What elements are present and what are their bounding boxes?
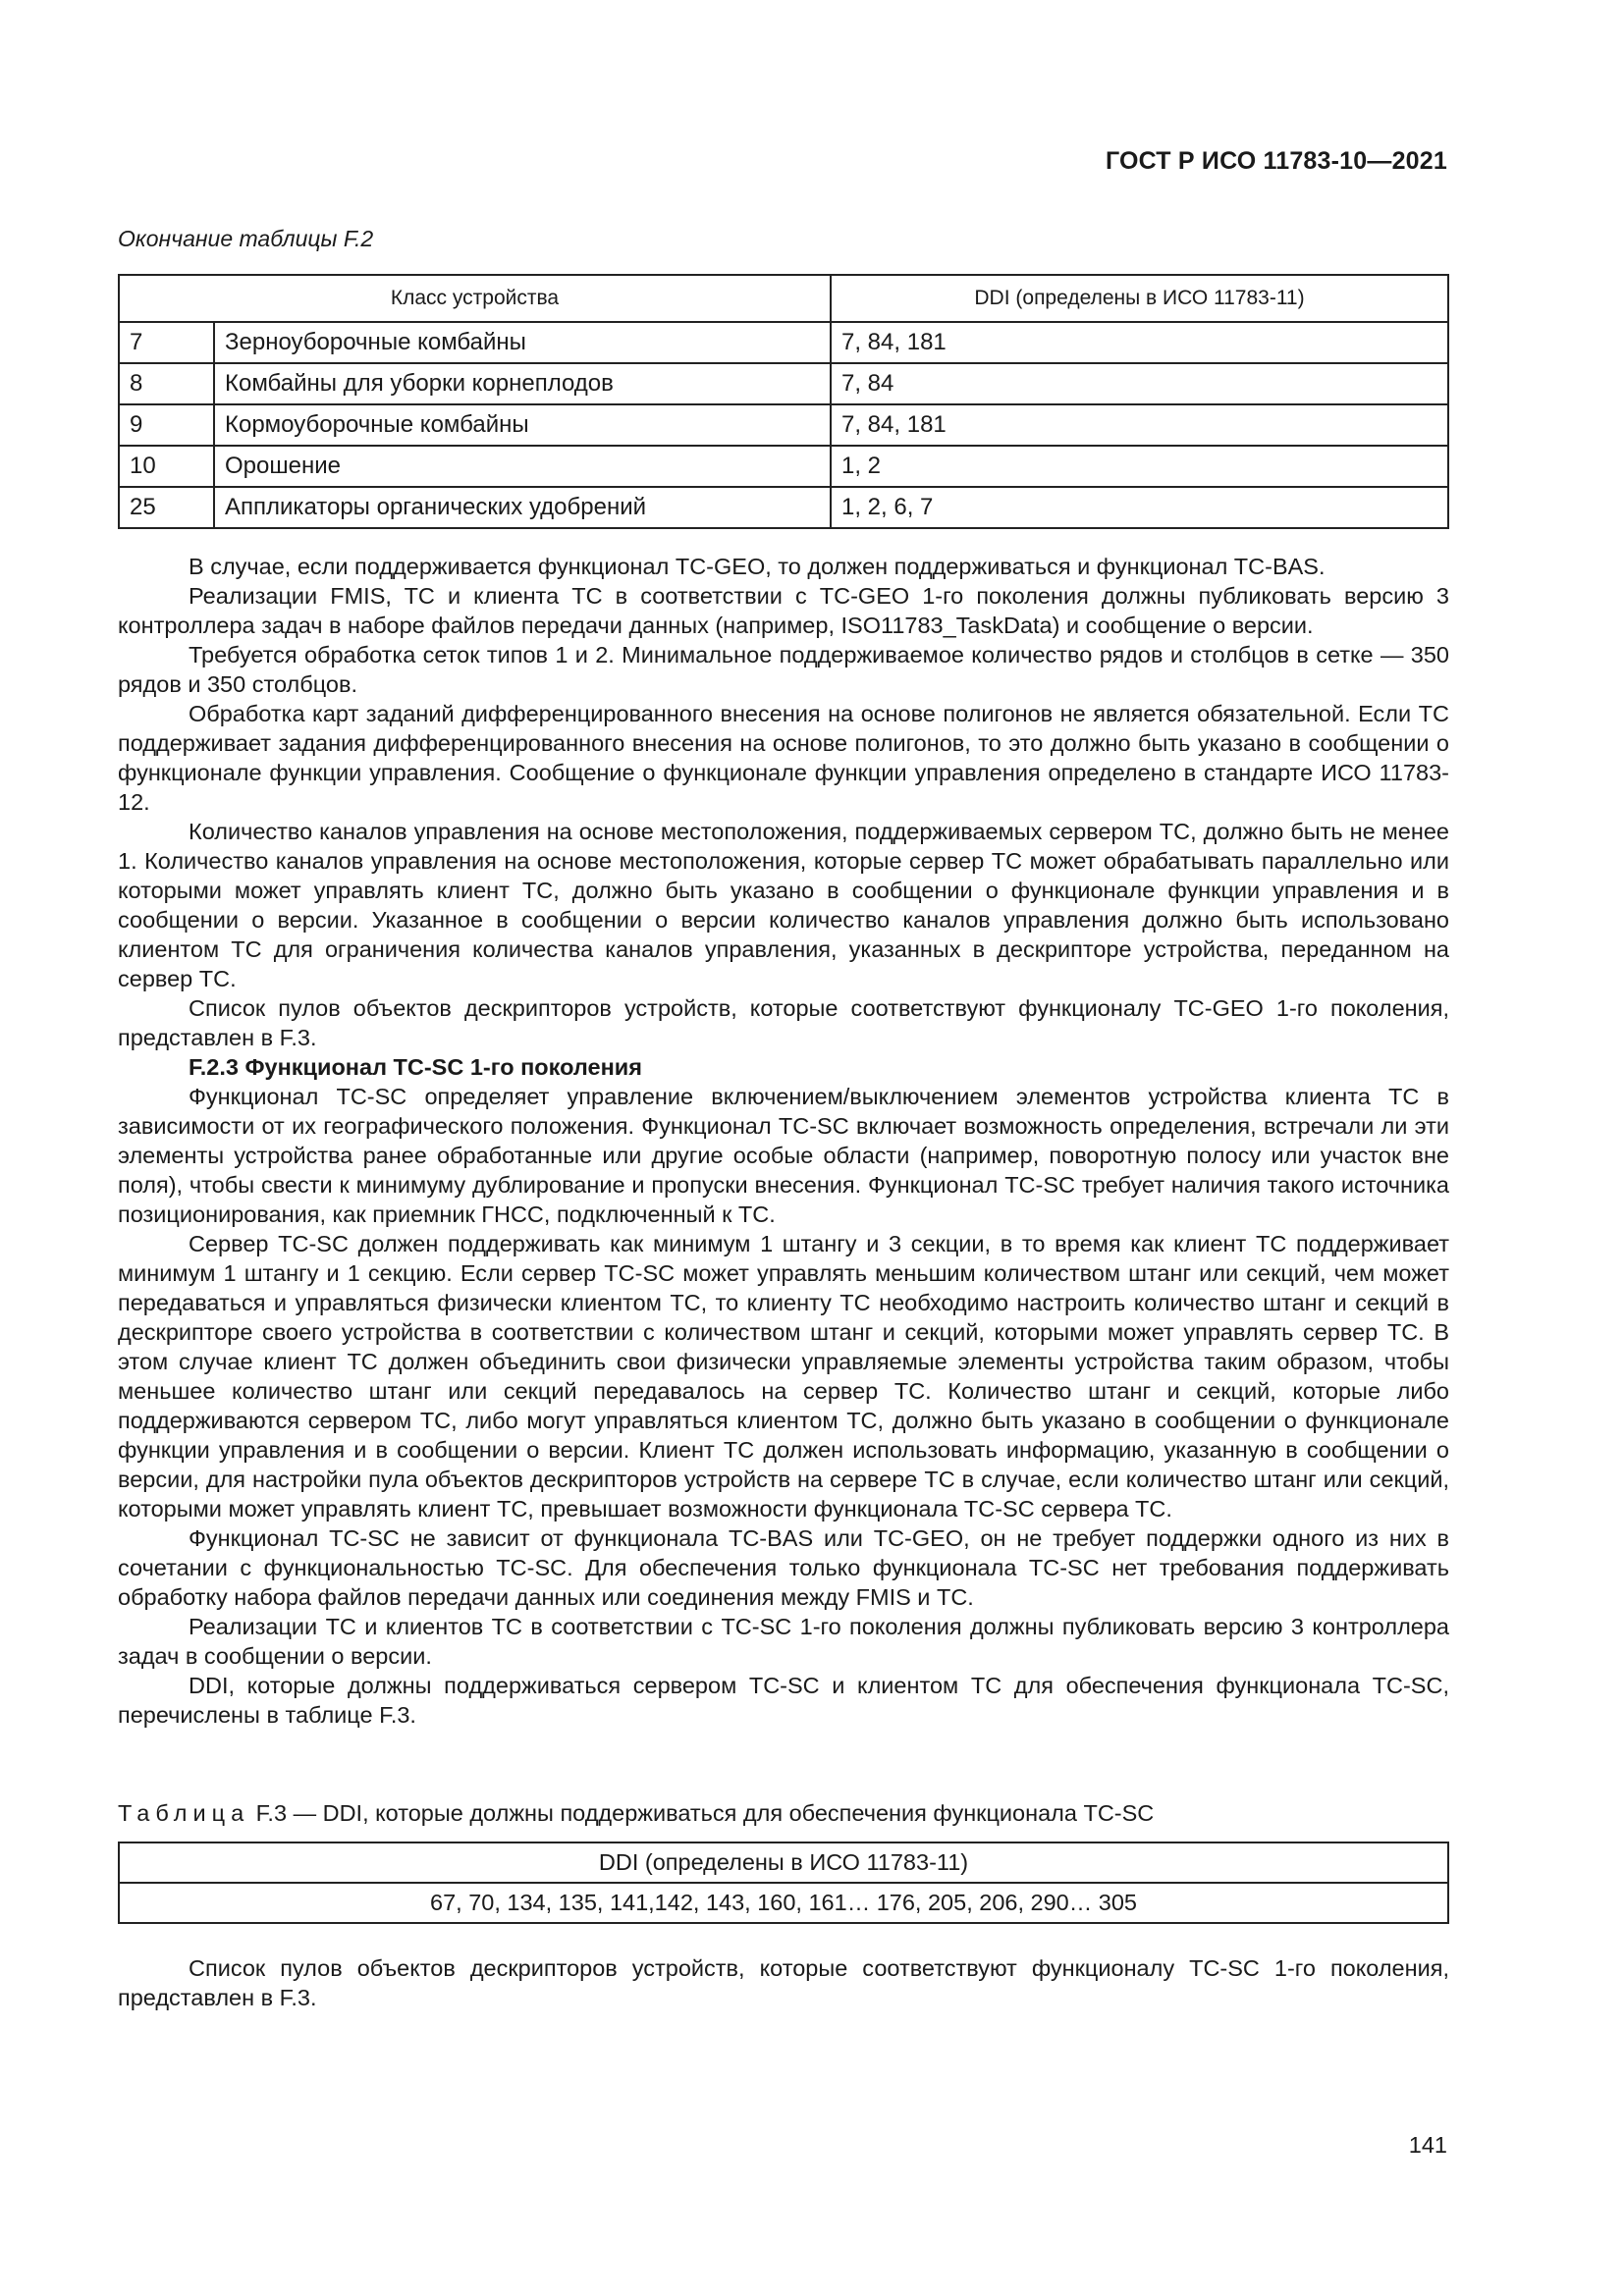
- ddi-values: 1, 2, 6, 7: [831, 487, 1448, 528]
- device-class: Комбайны для уборки корнеплодов: [214, 363, 831, 404]
- row-number: 9: [119, 404, 214, 446]
- ddi-values: 7, 84: [831, 363, 1448, 404]
- paragraph: Обработка карт заданий дифференцированного внесения на основе полигонов не является обязательной. Если TC поддерживает задания дифференцированного внесения на основе полигонов, то это должно быть указано в сообщении о функционале функции управления. Сообщение о функционале функции управления определено в стандарте ИСО 11783-12.: [118, 701, 1449, 815]
- body-text: [118, 552, 1449, 1730]
- table-row: [119, 487, 1448, 528]
- ddi-values: 7, 84, 181: [831, 322, 1448, 363]
- table-header-row: [119, 1842, 1448, 1883]
- table-f3: [118, 1842, 1449, 1924]
- paragraph: Реализации FMIS, TC и клиента TC в соответствии с TC-GEO 1-го поколения должны публиковать версию 3 контроллера задач в наборе файлов передачи данных (например, ISO11783_TaskData) и сообщение о версии.: [118, 583, 1449, 638]
- paragraph: Количество каналов управления на основе местоположения, поддерживаемых сервером TC, должно быть не менее 1. Количество каналов управления на основе местоположения, которые сервер TC может обрабатывать параллельно или которыми может управлять клиент TC, должно быть указано в сообщении о функционале функции управления и в сообщении о версии. Указанное в сообщении о версии количество каналов управления должно быть использовано клиентом TC для ограничения количества каналов управления, указанных в дескрипторе устройства, переданном на сервер TC.: [118, 819, 1449, 991]
- ddi-values: 1, 2: [831, 446, 1448, 487]
- table-row: [119, 404, 1448, 446]
- ddi-header: DDI (определены в ИСО 11783-11): [119, 1842, 1448, 1883]
- table-label: Таблица: [118, 1800, 250, 1826]
- table-f3-caption: [118, 1800, 1154, 1827]
- column-header-class: Класс устройства: [119, 275, 831, 322]
- section-heading: F.2.3 Функционал TC-SC 1-го поколения: [189, 1054, 642, 1080]
- table-f2: [118, 274, 1449, 529]
- paragraph: Требуется обработка сеток типов 1 и 2. Минимальное поддерживаемое количество рядов и столбцов в сетке — 350 рядов и 350 столбцов.: [118, 642, 1449, 697]
- row-number: 25: [119, 487, 214, 528]
- paragraph: Сервер TC-SC должен поддерживать как минимум 1 штангу и 3 секции, в то время как клиент TC поддерживает минимум 1 штангу и 1 секцию. Если сервер TC-SC может управлять меньшим количеством штанг или секций, чем может передаваться и управляться физически клиентом TC, то клиенту TC необходимо настроить количество штанг и секций в дескрипторе своего устройства в соответствии с количеством штанг и секций, которыми может управлять сервер TC. В этом случае клиент TC должен объединить свои физически управляемые элементы устройства таким образом, чтобы меньшее количество штанг или секций передавалось на сервер TC. Количество штанг и секций, которые либо поддерживаются сервером TC, либо могут управляться клиентом TC, должно быть указано в сообщении о функционале функции управления и в сообщении о версии. Клиент TC должен использовать информацию, указанную в сообщении о версии, для настройки пула объектов дескрипторов устройств на сервере TC в случае, если количество штанг или секций, которыми может управлять клиент TC, превышает возможности функционала TC-SC сервера TC.: [118, 1231, 1449, 1522]
- device-class: Аппликаторы органических удобрений: [214, 487, 831, 528]
- ddi-values: 7, 84, 181: [831, 404, 1448, 446]
- paragraph: Функционал TC-SC не зависит от функционала TC-BAS или TC-GEO, он не требует поддержки одного из них в сочетании с функциональностью TC-SC. Для обеспечения только функционала TC-SC нет требования поддерживать обработку набора файлов передачи данных или соединения между FMIS и TC.: [118, 1525, 1449, 1610]
- table-row: [119, 446, 1448, 487]
- document-id: ГОСТ Р ИСО 11783-10—2021: [1105, 147, 1447, 175]
- paragraph: Список пулов объектов дескрипторов устройств, которые соответствуют функционалу TC-GEO 1-го поколения, представлен в F.3.: [118, 995, 1449, 1050]
- table-f2-caption: Окончание таблицы F.2: [118, 226, 374, 251]
- table-row: [119, 322, 1448, 363]
- table-f3-title: F.3 — DDI, которые должны поддерживаться для обеспечения функционала TC-SC: [249, 1800, 1155, 1826]
- table-row: [119, 363, 1448, 404]
- column-header-ddi: DDI (определены в ИСО 11783-11): [831, 275, 1448, 322]
- row-number: 7: [119, 322, 214, 363]
- ddi-list: 67, 70, 134, 135, 141,142, 143, 160, 161… 176, 205, 206, 290… 305: [119, 1883, 1448, 1923]
- paragraph: Список пулов объектов дескрипторов устройств, которые соответствуют функционалу TC-SC 1-го поколения, представлен в F.3.: [118, 1955, 1449, 2010]
- row-number: 8: [119, 363, 214, 404]
- paragraph: Реализации TC и клиентов TC в соответствии с TC-SC 1-го поколения должны публиковать версию 3 контроллера задач в сообщении о версии.: [118, 1614, 1449, 1669]
- row-number: 10: [119, 446, 214, 487]
- paragraph: DDI, которые должны поддерживаться сервером TC-SC и клиентом TC для обеспечения функционала TC-SC, перечислены в таблице F.3.: [118, 1673, 1449, 1728]
- paragraph: В случае, если поддерживается функционал TC-GEO, то должен поддерживаться и функционал TC-BAS.: [189, 554, 1326, 579]
- closing-text: [118, 1953, 1449, 2012]
- page-number: 141: [1408, 2132, 1447, 2158]
- device-class: Орошение: [214, 446, 831, 487]
- paragraph: Функционал TC-SC определяет управление включением/выключением элементов устройства клиента TC в зависимости от их географического положения. Функционал TC-SC включает возможность определения, встречали ли эти элементы устройства ранее обработанные или другие особые области (например, поворотную полосу или участок вне поля), чтобы свести к минимуму дублирование и пропуски внесения. Функционал TC-SC требует наличия такого источника позиционирования, как приемник ГНСС, подключенный к TC.: [118, 1084, 1449, 1227]
- table-header-row: [119, 275, 1448, 322]
- device-class: Зерноуборочные комбайны: [214, 322, 831, 363]
- table-row: [119, 1883, 1448, 1923]
- device-class: Кормоуборочные комбайны: [214, 404, 831, 446]
